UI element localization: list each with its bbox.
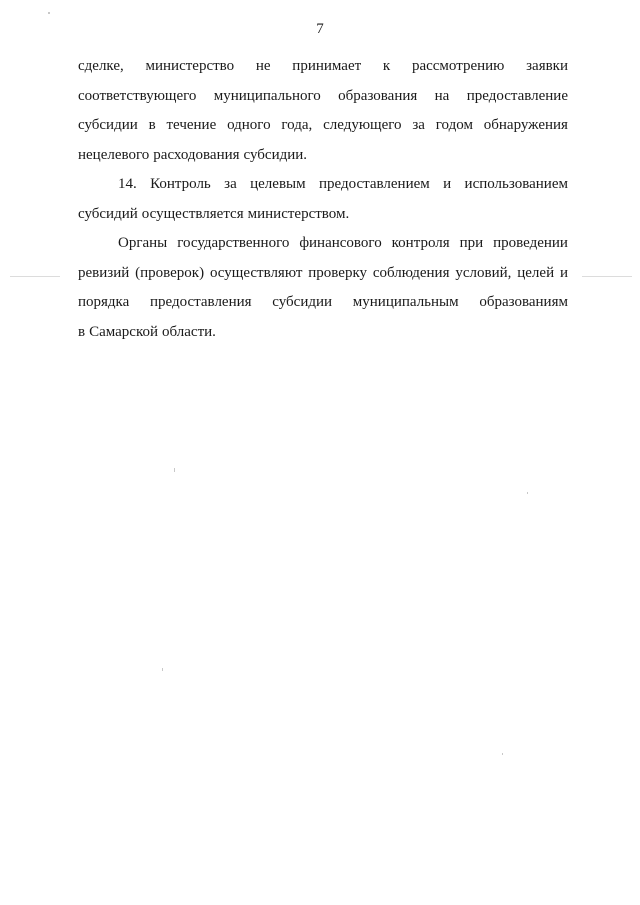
word: осуществляется [141,205,244,222]
word: соблюдения [372,264,450,281]
word: годом [435,117,473,133]
scan-speck [48,12,50,14]
word: проведении [493,235,568,251]
word: за [224,176,237,192]
word: финансового [299,235,382,251]
word: осуществляют [209,264,303,281]
paragraph-3 [78,229,568,347]
scan-speck [582,276,632,277]
word: использованием [464,176,568,192]
word: порядка [78,294,130,310]
word: субсидий [78,205,138,222]
word: заявки [526,58,568,74]
word: следующего [323,117,402,133]
word: проверку [308,264,368,281]
word: ревизий [78,264,130,281]
document-body [78,52,568,347]
word: и [559,264,568,281]
word: субсидии [78,117,138,133]
word: в [78,323,86,340]
word: образования [338,87,418,104]
word: предоставление [466,87,568,104]
word: государственного [177,235,290,251]
word: течение [166,117,217,133]
scan-speck [527,492,528,494]
scan-speck [502,753,503,755]
word: Самарской [89,323,159,340]
text-line [78,200,568,230]
text-line [78,318,568,348]
word: области. [162,323,216,340]
text-line [78,82,568,112]
word: принимает [292,58,362,74]
word: нецелевого [78,146,150,163]
text-line [78,288,568,318]
word: контроля [391,235,450,251]
word: муниципального [213,87,321,104]
word: целевым [250,176,306,192]
word: (проверок) [135,264,205,281]
word: сделке, [78,58,124,74]
word: министерством. [247,205,350,222]
word: не [255,58,271,74]
word: целей [517,264,555,281]
word: одного [227,117,271,133]
word: обнаружения [483,117,568,133]
word: при [459,235,484,251]
word: 14. [118,176,137,192]
word: соответствующего [78,87,197,104]
word: в [148,117,156,133]
text-line [78,52,568,82]
text-line [78,111,568,141]
word: условий, [455,264,512,281]
scan-speck [10,276,60,277]
word: Органы [118,235,168,251]
word: министерство [145,58,235,74]
word: к [382,58,391,74]
word: Контроль [150,176,211,192]
paragraph-2 [78,170,568,229]
word: субсидии [272,294,333,310]
text-line [78,259,568,289]
word: расходования [153,146,240,163]
word: рассмотрению [411,58,505,74]
word: за [412,117,425,133]
word: на [434,87,450,104]
word: образованиям [479,294,568,310]
text-line [78,141,568,171]
scan-speck [162,668,163,671]
page-number: 7 [316,21,324,37]
word: муниципальным [352,294,459,310]
word: предоставления [150,294,252,310]
text-line [78,170,568,200]
word: года, [281,117,313,133]
word: и [443,176,452,192]
scan-speck [174,468,175,472]
paragraph-1 [78,52,568,170]
word: субсидии. [243,146,308,163]
text-line [78,229,568,259]
word: предоставлением [318,176,430,192]
